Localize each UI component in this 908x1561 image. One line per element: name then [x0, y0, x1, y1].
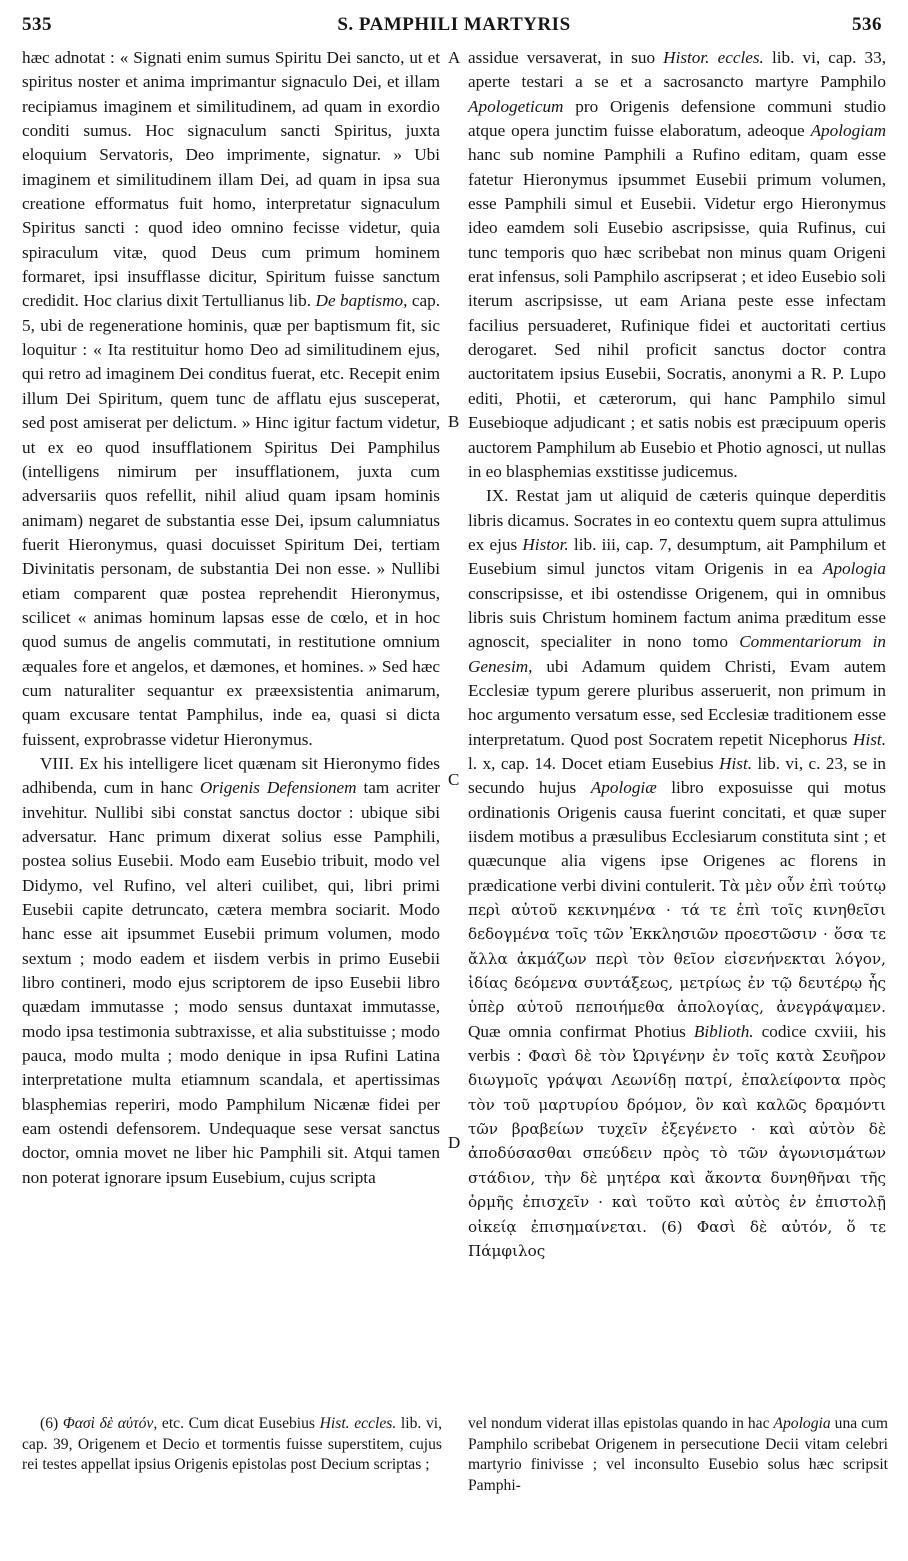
paragraph-left-2: VIII. Ex his intelligere licet quænam sit Hieronymo fides adhibenda, cum in hanc Origenis Defensionem tam acriter invehitur. Nullibi sibi constat sanctus doctor : ubique sibi adversatur. Hanc primum dixerat solius esse Pamphili, postea solius Eusebii. Modo eam Eusebio tribuit, modo vel Didymo, vel Rufino, vel alteri cuilibet, qui, libri primi Eusebii capite detruncato, cætera membra sociarit. Modo hanc esse ait ipsummet Eusebii primum volumen, modo sextum ; modo eadem et iisdem verbis in primo Eusebii libro contineri, modo ejus scriptorem de ipso Eusebii libro quædam immutasse ; modo sensus duntaxat immutasse, modo ipsa testimonia subtraxisse, et alia substituisse ; modo pauca, modo multa ; modo denique in ipsa Rufini Latina interpretatione multa etiamnum scandala, et apertissimas blasphemias reperiri, modo Pamphilum Nicænæ fidei per eam ostendi defensorem. Undequaque sese versat sanctus doctor, omnia movet ne liber hic Pamphili sit. Atqui tamen non poterat ignorare ipsum Eusebium, cujus scripta — [22, 753, 440, 1187]
margin-marker-d: D — [448, 1133, 461, 1152]
running-title: S. PAMPHILI MARTYRIS — [337, 14, 571, 35]
paragraph-right-2: IX. Restat jam ut aliquid de cæteris quinque deperditis libris dicamus. Socrates in eo contextu quem supra attulimus ex ejus Histor. lib. iii, cap. 7, desumptum, ait Pamphilum et Eusebium simul junctos vitam Origenis in ea Apologia conscripsisse, et ibi ostendisse Origenem, qui in omnibus libris suis Christum hominem factum anima præditum esse agnoscit, specialiter in nono tomo Commentariorum in Genesim, ubi Adamum quidem Christi, Evam autem Ecclesiæ typum gerere pluribus asseruerit, non primum in hoc argumento versatum esse, sed Ecclesiæ traditionem esse interpretatum. Quod post Socratem repetit Nicephorus Hist. l. x, cap. 14. Docet etiam Eusebius Hist. lib. vi, c. 23, se in secundo hujus Apologiæ libro exposuisse qui motus ordinationis Origenis causa fuerint concitati, et quæ super iisdem motibus a præsulibus Ecclesiarum constituta sint ; et quæcunque alia vigens ipse Origenes ac florens in prædicatione verbi divini contulerit. Τὰ μὲν οὖν ἐπὶ τούτῳ περὶ αὐτοῦ κεκινημένα · τά τε ἐπὶ τοῖς κινηθεῖσι δεδογμένα τοῖς τῶν Ἐκκλησιῶν προεστῶσιν · ὅσα τε ἄλλα ἀκμάζων περὶ τὸν θεῖον εἰσενήνεκται λόγον, ἰδίας δεόμενα συντάξεως, μετρίως ἐν τῷ δευτέρῳ ἧς ὑπὲρ αὐτοῦ πεποιήμεθα ἀπολογίας, ἀνεγράψαμεν. Quæ omnia confirmat Photius Biblioth. codice cxviii, his verbis : Φασὶ δὲ τὸν Ὠριγένην ἐν τοῖς κατὰ Σευῆρον διωγμοῖς γράψαι Λεωνίδῃ πατρί, ἐπαλείφοντα πρὸς τὸν τοῦ μαρτυρίου δρόμον, ὃν καὶ καλῶς δραμόντι τῶν βραβείων τυχεῖν ἐξεγένετο · καὶ αὐτὸν δὲ ἀποδύσασθαι σπεύδειν πρὸς τὸ τῶν ἀγωνισμάτων στάδιον, τὴν δὲ μητέρα καὶ ἄκοντα δυνηθῆναι τῆς ὁρμῆς ἐπισχεῖν · καὶ τοῦτο καὶ αὐτὸς ἐν ἐπιστολῇ οἰκείᾳ ἐπισημαίνεται. (6) Φασὶ δὲ αὐτόν, ὅ τε Πάμφιλος — [468, 486, 887, 1260]
paragraph-right-1: assidue versaverat, in suo Histor. eccles. lib. vi, cap. 33, aperte testari a se et a sacrosancto martyre Pamphilo Apologeticum pro Origenis defensione communi studio atque opera junctim fuisse elaboratum, adeoque Apologiam hanc sub nomine Pamphili a Rufino editam, quam esse fatetur Hieronymus ipsummet Eusebii primum volumen, esse Pamphili simul et Eusebii. Videtur ergo Hieronymus ideo eamdem soli Eusebio ascripsisse, quia Rufinus, cui tunc temporis quo hæc scribebat non minus quam Origeni erat infensus, soli Pamphilo ascripserat ; et ideo Eusebio soli iterum ascripsisse, ut eam Ariana peste esse infectam facilius persuaderet, Rufinique fidei et auctoritati certius derogaret. Sed nihil proficit sanctus doctor contra auctoritatem ipsius Eusebii, Socratis, anonymi a R. P. Lupo editi, Photii, et cæterorum, qui hanc Pamphilo simul Eusebioque adjudicant ; et satis nobis est præcipuum operis auctorem Pamphilum ab Eusebio et Photio agnosci, ut nullas in eo blasphemias exstitisse judicemus. — [468, 48, 886, 481]
greek-quotation-eusebius: Τὰ μὲν οὖν ἐπὶ τούτῳ περὶ αὐτοῦ κεκινημένα · τά τε ἐπὶ τοῖς κινηθεῖσι δεδογμένα τοῖς τῶν Ἐκκλησιῶν προεστῶσιν · ὅσα τε ἄλλα ἀκμάζων περὶ τὸν θεῖον εἰσενήνεκται λόγον, ἰδίας δεόμενα συντάξεως, μετρίως ἐν τῷ δευτέρῳ ἧς ὑπὲρ αὐτοῦ πεποιήμεθα ἀπολογίας, ἀνεγράψαμεν. — [468, 876, 886, 1017]
margin-marker-b: B — [448, 412, 460, 431]
footnote-left: (6) Φασὶ δὲ αὐτόν, etc. Cum dicat Eusebius Hist. eccles. lib. vi, cap. 39, Origenem et Decio et tormentis fuisse superstitem, cujus rei testes appellat ipsius Origenis epistolas post Decium scriptas ; — [22, 1415, 442, 1474]
page-number-right: 536 — [852, 14, 882, 35]
greek-quotation-photius: Φασὶ δὲ τὸν Ὠριγένην ἐν τοῖς κατὰ Σευῆρον διωγμοῖς γράψαι Λεωνίδῃ πατρί, ἐπαλείφοντα πρὸς τὸν τοῦ μαρτυρίου δρόμον, ὃν καὶ καλῶς δραμόντι τῶν βραβείων τυχεῖν ἐξεγένετο · καὶ αὐτὸν δὲ ἀποδύσασθαι σπεύδειν πρὸς τὸ τῶν ἀγωνισμάτων στάδιον, τὴν δὲ μητέρα καὶ ἄκοντα δυνηθῆναι τῆς ὁρμῆς ἐπισχεῖν · καὶ τοῦτο καὶ αὐτὸς ἐν ἐπιστολῇ οἰκείᾳ ἐπισημαίνεται. (6) Φασὶ δὲ αὐτόν, ὅ τε Πάμφιλος — [468, 1047, 887, 1260]
page-header — [0, 14, 908, 42]
right-text-column — [468, 46, 886, 1263]
left-text-column — [22, 46, 440, 1190]
paragraph-left-1: hæc adnotat : « Signati enim sumus Spiritu Dei sancto, ut et spiritus noster et anima imprimantur signaculo Dei, et illam recipiamus imaginem et similitudinem, ad quam in exordio conditi sumus. Hoc signaculum sancti Spiritus, juxta eloquium Servatoris, Deo imprimente, signatur. » Ubi imaginem et similitudinem illam Dei, ad quam in ipsa sua creatione efformatus fuit homo, interpretatur signaculum Spiritus sancti : quod ideo omnino fecisse videtur, quia spiraculum vitæ, quod Deus cum primum hominem formaret, ipsi insufflasse dicitur, Spiritum fuisse sanctum credidit. Hoc clarius dixit Tertullianus lib. De baptismo, cap. 5, ubi de regeneratione hominis, quæ per baptismum fit, sic loquitur : « Ita restituitur homo Deo ad similitudinem ejus, qui retro ad imaginem Dei conditus fuerat, etc. Recepit enim illum Dei Spiritum, quem tunc de afflatu ejus susceperat, sed post amiserat per delictum. » Hinc igitur factum videtur, ut ex eo quod insufflationem Spiritus Dei Pamphilus (intelligens nimirum per insufflationem, juxta cum adversariis quos refellit, nihil aliud quam ipsam hominis animam) negaret de substantia esse Dei, ipsum calumniatus fuerit Hieronymus, quasi docuisset Spiritum Dei, tertiam Divinitatis personam, de substantia Dei non esse. » Nullibi etiam comparent quæ postea reprehendit Hieronymus, scilicet « animas hominum lapsas esse de cœlo, et in hoc quod sumus de angelis commutati, in restitutione omnium æquales fore et angelos, et dæmones, et homines. » Sed hæc cum naturaliter sequantur ex præexsistentia animarum, quam excusare tentat Pamphilus, inde ea, quasi si dicta fuissent, exprobrasse videtur Hieronymus. — [22, 48, 441, 749]
page-number-left: 535 — [22, 14, 52, 35]
margin-marker-c: C — [448, 770, 460, 789]
footnote-right: vel nondum viderat illas epistolas quando in hac Apologia una cum Pamphilo scribebat Origenem in persecutione Decii vitam celebri martyrio finivisse ; vel inconsulto Eusebio solus hæc scripsit Pamphi- — [468, 1415, 888, 1494]
margin-marker-a: A — [448, 48, 461, 67]
